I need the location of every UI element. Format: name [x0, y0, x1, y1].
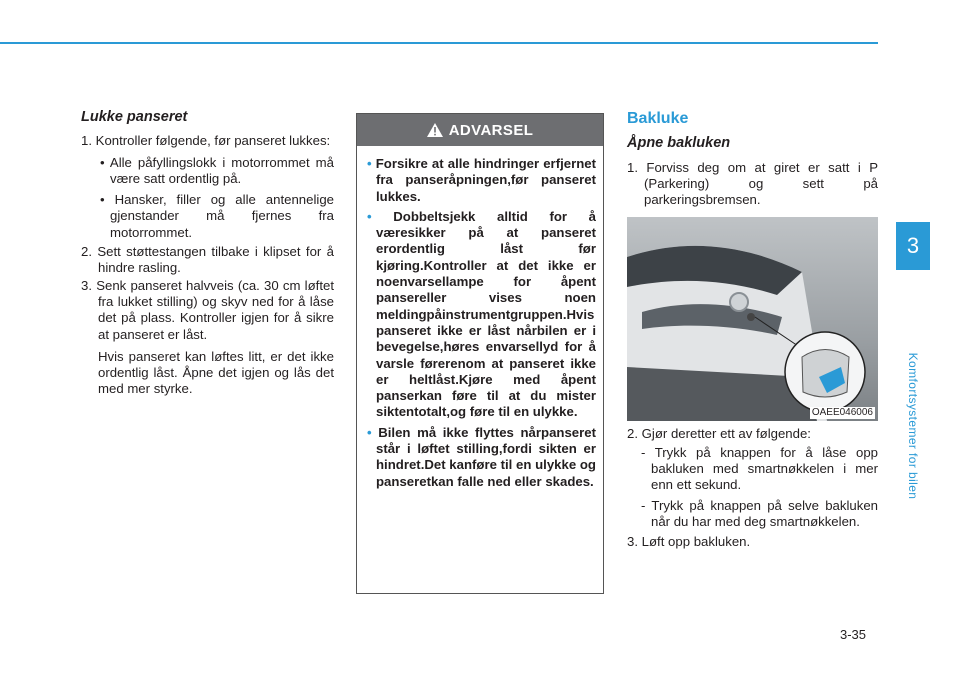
warning-box — [356, 113, 604, 594]
warning-body — [357, 146, 603, 490]
step-2: 2. Sett støttestangen tilbake i klipset for å hindre rasling. — [81, 244, 334, 276]
chapter-number: 3 — [906, 233, 920, 258]
chapter-title: Komfortsystemer for bilen — [906, 352, 920, 500]
section-title: Bakluke — [627, 110, 689, 127]
right-column — [627, 111, 878, 552]
step-2: 2. Gjør deretter ett av følgende: — [627, 426, 811, 442]
note-paragraph: Hvis panseret kan løftes litt, er det ikke ordentlig låst. Åpne det igjen og lås det med mer styrke. — [98, 348, 334, 397]
dash-item: - Trykk på knappen på selve bakluken når du har med deg smartnøkkelen. — [641, 497, 878, 529]
step-1: 1. Kontroller følgende, før panseret lukkes: — [81, 133, 331, 149]
bullet-item: • Hansker, filler og alle antennelige gjenstander må fjernes fra motorrommet. — [100, 192, 334, 240]
page-number: 3-35 — [840, 627, 867, 642]
step-1: 1. Forviss deg om at giret er satt i P (Parkering) og sett på parkeringsbremsen. — [627, 159, 878, 208]
header-rule — [0, 42, 878, 44]
warning-triangle-icon — [427, 123, 443, 137]
image-caption: OAEE046006 — [811, 407, 873, 419]
section-heading: Lukke panseret — [81, 109, 188, 125]
chapter-title-vertical — [880, 352, 946, 500]
chapter-tab — [896, 222, 930, 270]
step-3: 3. Senk panseret halvveis (ca. 30 cm løftet fra lukket stilling) og skyv ned for å låse det på plass. Kontroller igjen for å sikre at panseret er låst. — [81, 277, 334, 342]
left-column — [81, 109, 334, 398]
warning-title: ADVARSEL — [448, 121, 534, 139]
car-rear-image — [627, 217, 878, 421]
step-3: 3. Løft opp bakluken. — [627, 534, 751, 550]
warning-header — [357, 114, 603, 146]
warning-item: • Forsikre at alle hindringer erfjernet fra panseråpningen,før panseret lukkes. — [367, 156, 596, 204]
subsection-heading: Åpne bakluken — [627, 135, 731, 152]
bullet-item: • Alle påfyllingslokk i motorrommet må være satt ordentlig på. — [100, 154, 334, 186]
warning-item: • Bilen må ikke flyttes nårpanseret står i løftet stilling,fordi sikten er hindret.Det kanføre til en ulykke og panseretkan falle ned eller skades. — [367, 424, 596, 489]
dash-item: - Trykk på knappen for å låse opp bakluken med smartnøkkelen i mer enn ett sekund. — [641, 444, 878, 493]
warning-item: • Dobbeltsjekk alltid for å væresikker på at panseret erordentlig låst før kjøring.Kontroller at det ikke er noenvarsellampe for åpent pansereller vises noen meldingpåinstrumentgruppen.Hvis panseret ikke er låst nårbilen er i bevegelse,høres envarsellyd for å varsle førerenom at panseret ikke er heltlåst.Kjøre med åpent panserkan føre til at du mister siktentotalt,og føre til en ulykke. — [367, 208, 597, 420]
car-illustration — [627, 217, 878, 421]
